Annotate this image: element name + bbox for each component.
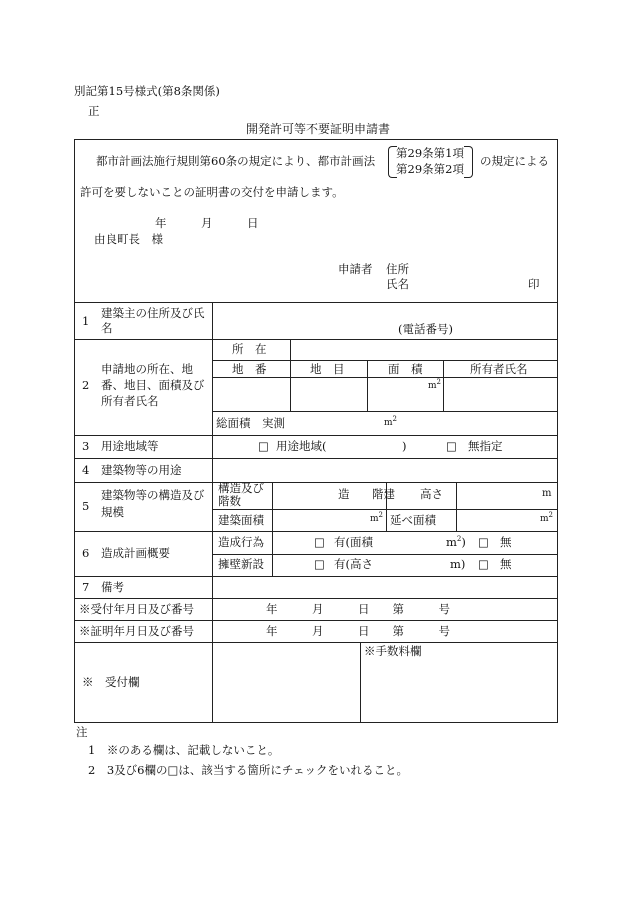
row-label: 規模 xyxy=(101,505,124,519)
applicant-label: 申請者 xyxy=(338,262,373,276)
intro-text-line2: 許可を要しないことの証明書の交付を申請します。 xyxy=(80,185,344,199)
wall-no-label: 無 xyxy=(500,557,512,571)
grading-no-label: 無 xyxy=(500,535,512,549)
land-category-header: 地 目 xyxy=(310,362,345,376)
zone-checkbox[interactable]: □ xyxy=(258,439,269,453)
phone-number-label: (電話番号) xyxy=(398,322,453,336)
row-number: 2 xyxy=(82,378,90,392)
row-label: 備考 xyxy=(101,580,124,594)
note-item: 2 3及び6欄の□は、該当する箇所にチェックをいれること。 xyxy=(88,763,408,777)
floor-area-label: 延べ面積 xyxy=(390,513,436,527)
zone-label: 用途地域( xyxy=(276,439,327,453)
seal-mark: 印 xyxy=(528,277,540,291)
structure-label: 構造及び xyxy=(218,481,264,495)
none-checkbox[interactable]: □ xyxy=(446,439,457,453)
bracket-right xyxy=(464,146,473,178)
receipt-date-value: 年 月 日 第 号 xyxy=(266,602,450,616)
note-item: 1 ※のある欄は、記載しないこと。 xyxy=(88,743,280,757)
height-label: 高さ xyxy=(420,487,443,501)
address-label: 住所 xyxy=(386,262,409,276)
zone-paren-end: ) xyxy=(402,439,407,453)
wall-yes-label: 有(高さ xyxy=(334,557,373,571)
application-date: 年 月 日 xyxy=(155,216,259,230)
copy-mark: 正 xyxy=(88,104,100,118)
receipt-date-label: ※受付年月日及び番号 xyxy=(79,602,194,616)
certification-date-value: 年 月 日 第 号 xyxy=(266,624,450,638)
addressee: 由良町長 様 xyxy=(94,232,163,246)
lot-number-header: 地 番 xyxy=(232,362,267,376)
row-label: 申請地の所在、地 xyxy=(101,362,193,376)
row-label: 番、地目、面積及び xyxy=(101,378,205,392)
row-number: 4 xyxy=(82,463,90,477)
option-29-1: 第29条第1項 xyxy=(396,146,464,160)
grading-no-checkbox[interactable]: □ xyxy=(478,535,489,549)
intro-text: 都市計画法施行規則第60条の規定により、都市計画法 xyxy=(96,154,376,168)
row-label: 用途地域等 xyxy=(101,439,159,453)
row-number: 7 xyxy=(82,580,90,594)
row-label: 建築物等の構造及び xyxy=(101,488,205,502)
floor-area-unit: $m^2$ xyxy=(540,511,554,524)
area-unit: $m^2$ xyxy=(428,378,442,391)
wall-no-checkbox[interactable]: □ xyxy=(478,557,489,571)
retaining-wall-label: 擁壁新設 xyxy=(218,557,264,571)
area-header: 面 積 xyxy=(388,362,423,376)
total-area-unit: $m^2$ xyxy=(384,415,398,428)
total-area-label: 総面積 実測 xyxy=(216,416,285,430)
wall-yes-checkbox[interactable]: □ xyxy=(314,557,325,571)
structure-type: 造 xyxy=(338,487,350,501)
grading-label: 造成行為 xyxy=(218,535,264,549)
option-29-2: 第29条第2項 xyxy=(396,162,464,176)
structure-label: 階数 xyxy=(218,494,241,508)
certification-date-label: ※証明年月日及び番号 xyxy=(79,624,194,638)
building-area-label: 建築面積 xyxy=(218,513,264,527)
form-number: 別記第15号様式(第8条関係) xyxy=(74,84,220,98)
fee-box-label: ※手数料欄 xyxy=(364,644,422,658)
row-label: 建築主の住所及び氏 xyxy=(101,306,205,320)
row-label: 建築物等の用途 xyxy=(101,463,182,477)
grading-area-unit: $m^2$) xyxy=(446,535,466,549)
building-area-unit: $m^2$ xyxy=(370,511,384,524)
name-label: 氏名 xyxy=(386,277,409,291)
none-designation-label: 無指定 xyxy=(468,439,503,453)
row-label: 名 xyxy=(101,321,113,335)
notes-title: 注 xyxy=(76,725,88,739)
row-number: 1 xyxy=(82,314,90,328)
grading-yes-label: 有(面積 xyxy=(334,535,373,549)
row-number: 3 xyxy=(82,439,90,453)
owner-name-header: 所有者氏名 xyxy=(470,362,528,376)
grading-yes-checkbox[interactable]: □ xyxy=(314,535,325,549)
row-label: 所有者氏名 xyxy=(101,394,159,408)
location-label: 所 在 xyxy=(232,342,267,356)
row-number: 5 xyxy=(82,499,90,513)
receipt-box-label: ※ 受付欄 xyxy=(82,675,140,689)
intro-text-end: の規定による xyxy=(480,154,549,168)
page-title: 開発許可等不要証明申請書 xyxy=(246,122,391,136)
row-label: 造成計画概要 xyxy=(101,546,170,560)
storeys-label: 階建 xyxy=(372,487,395,501)
row-number: 6 xyxy=(82,546,90,560)
height-unit: m xyxy=(542,488,552,499)
wall-height-unit: m) xyxy=(450,557,466,571)
